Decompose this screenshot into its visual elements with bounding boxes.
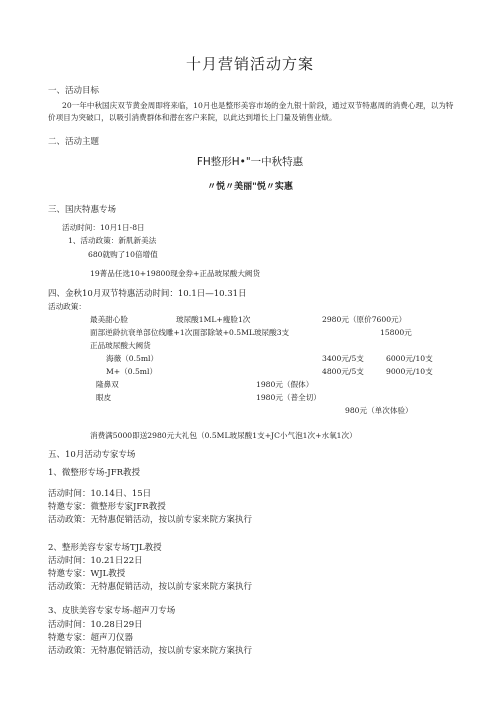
document-title: 十月营销活动方案 bbox=[185, 55, 314, 73]
section-4-gift: 消费满5000即送2980元大礼包（0.5ML玻尿酸1支+JC小气泡1次+水氧1次） bbox=[90, 431, 357, 440]
offer-6-price: 1980元（假体） bbox=[256, 380, 314, 389]
offer-4-name: 海薇（0.5ml） bbox=[106, 354, 159, 363]
section-3-heading: 三、国庆特惠专场 bbox=[48, 205, 117, 215]
section-5-heading: 五、10月活动专家专场 bbox=[48, 450, 136, 460]
section-3-policy: 1、活动政策：新肌新美法 bbox=[68, 236, 157, 245]
section-2-heading: 二、活动主题 bbox=[48, 137, 100, 147]
expert-2-policy: 活动政策：无特惠促销活动，按以前专家来院方案执行 bbox=[48, 582, 253, 592]
section-4-policy-label: 活动政策： bbox=[48, 302, 86, 311]
offer-4-price-10: 6000元/10支 bbox=[386, 354, 433, 363]
offer-5-name: M+（0.5ml） bbox=[106, 367, 158, 376]
offer-5-price-5: 4800元/5支 bbox=[322, 367, 364, 376]
offer-8-price: 980元（单次体验） bbox=[345, 406, 413, 415]
section-3-time: 活动时间：10月1日-8日 bbox=[62, 223, 145, 232]
section-4-heading: 四、金秋10月双节特惠活动时间：10.1日—10.31日 bbox=[48, 289, 247, 299]
expert-2-time: 活动时间：10.21日22日 bbox=[48, 556, 143, 566]
theme-subtitle: 〃悦〃美丽"悦〃实惠 bbox=[207, 182, 293, 192]
section-3-line2: 19菁品任选10+19800现金券+正品玻尿酸大阙货 bbox=[90, 269, 261, 278]
offer-7-name: 眼皮 bbox=[96, 393, 112, 402]
offer-4-price-5: 3400元/5支 bbox=[322, 354, 364, 363]
offer-2-desc: 面部逆龄抗衰单部位线雕+1次面部除皱+0.5ML玻尿酸3支 bbox=[90, 328, 290, 337]
expert-1-time: 活动时间：10.14日、15日 bbox=[48, 489, 152, 499]
expert-3-title: 3、皮肤美容专家专场-超声刀专场 bbox=[48, 606, 176, 616]
offer-1-desc: 玻尿酸1ML+瘦脸1次 bbox=[176, 315, 251, 324]
offer-6-name: 隆鼻双 bbox=[96, 380, 119, 389]
section-3-line1: 680就购了10倍增值 bbox=[88, 250, 158, 259]
theme-main-title: FH整形H•"一中秋特惠 bbox=[196, 156, 304, 168]
section-1-heading: 一、活动目标 bbox=[48, 86, 100, 96]
expert-1-policy: 活动政策：无特惠促销活动，按以前专家来院方案执行 bbox=[48, 515, 253, 525]
offer-2-price: 15800元 bbox=[380, 328, 412, 337]
expert-3-policy: 活动政策：无特惠促销活动，按以前专家来院方案执行 bbox=[48, 646, 253, 656]
expert-3-expert: 特邀专家：超声刀仪器 bbox=[48, 633, 134, 643]
expert-1-expert: 特邀专家：微整形专家JFR教授 bbox=[48, 502, 166, 512]
expert-2-expert: 特邀专家：WJL教授 bbox=[48, 569, 126, 579]
offer-5-price-10: 9000元/10支 bbox=[386, 367, 433, 376]
expert-3-time: 活动时间：10.28日29日 bbox=[48, 620, 143, 630]
offer-1-name: 最美甜心脸 bbox=[90, 315, 128, 324]
offer-3-label: 正品玻尿酸大阙货 bbox=[90, 341, 151, 350]
expert-2-title: 2、整形美容专家专场TJL教授 bbox=[48, 543, 162, 553]
expert-1-title: 1、微整形专场-JFR教授 bbox=[48, 468, 140, 478]
offer-7-price: 1980元（普全切） bbox=[256, 393, 321, 402]
offer-1-price: 2980元（原价7600元） bbox=[322, 315, 407, 324]
section-1-paragraph: 20一年中秋国庆双节黄金周即将来临，10月也是整形美容市场的金九银十阶段，通过双节特惠周的消费心理，以为特价项目为突破口，以吸引消费群体和潜在客户来院，以此达到增长上门量及销售业绩。 bbox=[48, 101, 454, 122]
